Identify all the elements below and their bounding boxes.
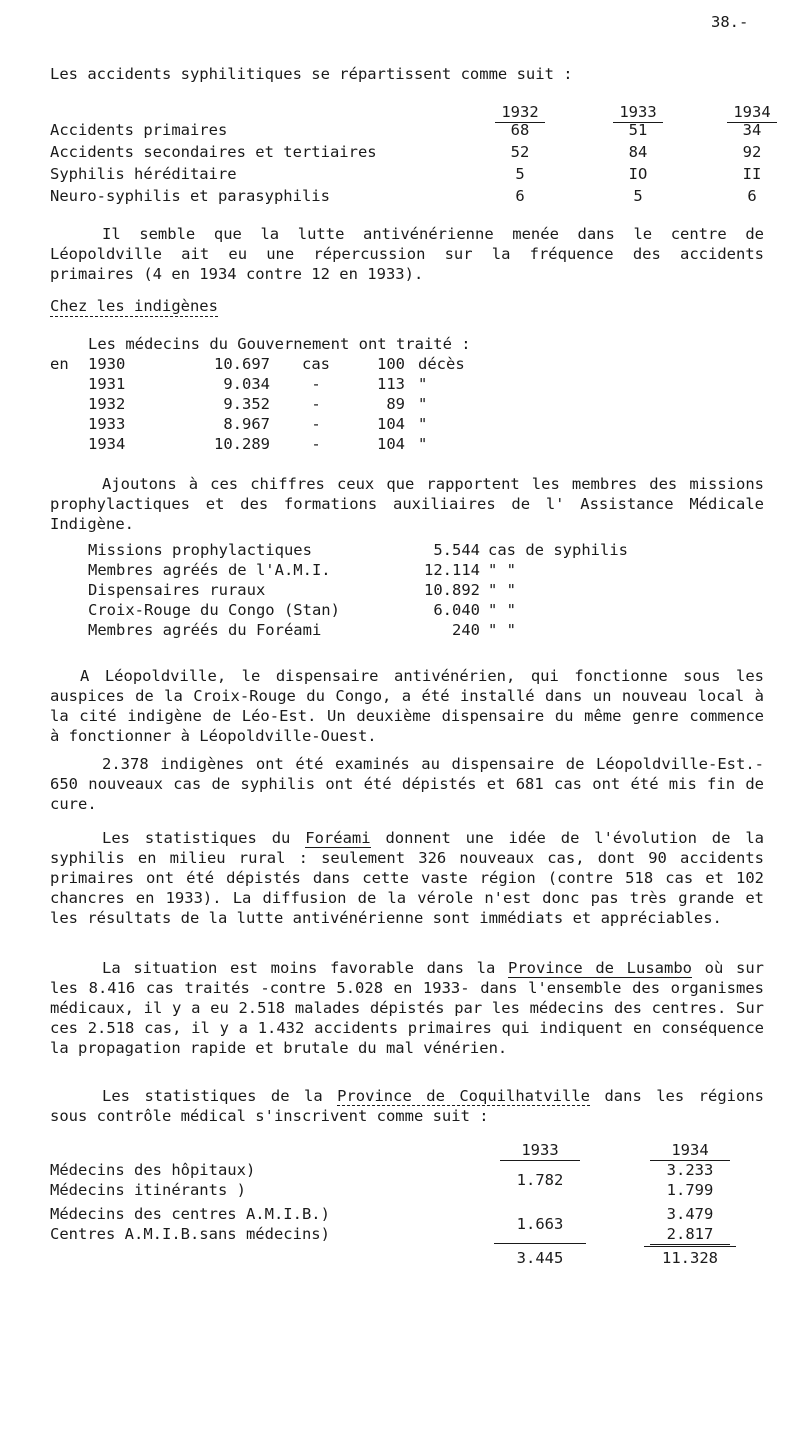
paragraph-coquilhatville-rest: dans les régions sous contrôle médical s'inscrivent comme suit : bbox=[50, 1087, 774, 1125]
table3-label: Dispensaires ruraux bbox=[88, 581, 266, 599]
table2-cases: 10.697 bbox=[214, 355, 270, 373]
table3-text: cas de syphilis bbox=[488, 541, 628, 559]
table1-year-1932: 1932 bbox=[495, 102, 545, 123]
table2-deaths: 113 bbox=[377, 375, 405, 393]
lusambo-underlined: Province de Lusambo bbox=[508, 959, 692, 977]
table-row-label: Accidents primaires bbox=[50, 121, 228, 139]
table3-value: 10.892 bbox=[424, 581, 480, 599]
table-cell: 52 bbox=[510, 143, 530, 161]
paragraph-leopoldville: A Léopoldville, le dispensaire antivénérien, qui fonctionne sous les auspices de la Croix-Rouge du Congo, a été installé dans un nouveau local à la cité indigène de Léo-Est. Un deuxième dispensaire du même genre commence à fonctionner à Léopoldville-Ouest. bbox=[50, 667, 774, 745]
table-row-label: Neuro-syphilis et parasyphilis bbox=[50, 187, 330, 205]
table-cell: 68 bbox=[510, 121, 530, 139]
table4-year-1934: 1934 bbox=[650, 1140, 730, 1161]
paragraph-lusambo bbox=[50, 958, 774, 1058]
paragraph-foreami-start: Les statistiques du bbox=[102, 829, 306, 847]
table3-value: 5.544 bbox=[433, 541, 480, 559]
table3-label: Croix-Rouge du Congo (Stan) bbox=[88, 601, 340, 619]
table4-1934-value: 1.799 bbox=[666, 1181, 714, 1199]
table-cell: 84 bbox=[628, 143, 648, 161]
coquilhatville-underlined: Province de Coquilhatville bbox=[337, 1087, 590, 1105]
table4-label: Médecins des centres A.M.I.B.) bbox=[50, 1205, 330, 1223]
table2-unit: " bbox=[418, 395, 428, 413]
table4-1934-value: 3.479 bbox=[666, 1205, 714, 1223]
table3-text: " " bbox=[488, 581, 516, 599]
table2-cases: 9.352 bbox=[223, 395, 270, 413]
table4-label: Médecins des hôpitaux) bbox=[50, 1161, 256, 1179]
table4-total-1934: 11.328 bbox=[662, 1249, 718, 1267]
table2-year: 1930 bbox=[88, 355, 126, 373]
table4-year-1933: 1933 bbox=[500, 1140, 580, 1161]
foreami-underlined: Foréami bbox=[305, 829, 371, 847]
paragraph-coquilhatville bbox=[50, 1086, 774, 1126]
table3-text: " " bbox=[488, 561, 516, 579]
table4-total-rule-1934 bbox=[644, 1246, 736, 1247]
table4-1934-value: 2.817 bbox=[650, 1224, 730, 1245]
table-cell: 34 bbox=[742, 121, 762, 139]
table2-deaths: 100 bbox=[377, 355, 405, 373]
table-cell: 51 bbox=[628, 121, 648, 139]
table2-cas: - bbox=[311, 435, 321, 453]
table-row-label: Accidents secondaires et tertiaires bbox=[50, 143, 377, 161]
table2-cas: - bbox=[311, 375, 321, 393]
table2-cas: cas bbox=[302, 355, 330, 373]
table-cell: 5 bbox=[515, 165, 525, 183]
table2-deaths: 104 bbox=[377, 435, 405, 453]
table3-value: 240 bbox=[452, 621, 480, 639]
table3-value: 12.114 bbox=[424, 561, 480, 579]
table3-value: 6.040 bbox=[433, 601, 480, 619]
table3-text: " " bbox=[488, 621, 516, 639]
table-row-label: Syphilis héréditaire bbox=[50, 165, 237, 183]
table2-cas: - bbox=[311, 395, 321, 413]
table3-label: Membres agréés du Foréami bbox=[88, 621, 322, 639]
table2-intro: Les médecins du Gouvernement ont traité : bbox=[88, 335, 471, 353]
table4-group2-1933: 1.663 bbox=[516, 1215, 564, 1233]
table3-label: Missions prophylactiques bbox=[88, 541, 312, 559]
table2-year: 1934 bbox=[88, 435, 126, 453]
paragraph-foreami bbox=[50, 828, 774, 928]
table-cell: 5 bbox=[633, 187, 643, 205]
section-heading: Chez les indigènes bbox=[50, 297, 218, 315]
table1-year-1933: 1933 bbox=[613, 102, 663, 123]
table4-total-rule-1933 bbox=[494, 1243, 586, 1244]
table2-en: en bbox=[50, 355, 69, 373]
paragraph-examines: 2.378 indigènes ont été examinés au dispensaire de Léopoldville-Est.- 650 nouveaux cas de syphilis ont été dépistés et 681 cas ont été mis fin de cure. bbox=[50, 755, 774, 813]
paragraph-lutte: Il semble que la lutte antivénérienne menée dans le centre de Léopoldville ait eu une répercussion sur la fréquence des accidents primaires (4 en 1934 contre 12 en 1933). bbox=[50, 225, 774, 283]
table2-unit: décès bbox=[418, 355, 465, 373]
table-cell: 92 bbox=[742, 143, 762, 161]
table4-group1-1933: 1.782 bbox=[516, 1171, 564, 1189]
table2-year: 1931 bbox=[88, 375, 126, 393]
table4-label: Médecins itinérants ) bbox=[50, 1181, 246, 1199]
table1-year-1934: 1934 bbox=[727, 102, 777, 123]
table2-year: 1932 bbox=[88, 395, 126, 413]
table3-text: " " bbox=[488, 601, 516, 619]
table2-unit: " bbox=[418, 415, 428, 433]
table4-label: Centres A.M.I.B.sans médecins) bbox=[50, 1225, 330, 1243]
table-cell: 6 bbox=[515, 187, 525, 205]
table2-deaths: 89 bbox=[386, 395, 405, 413]
paragraph-lusambo-start: La situation est moins favorable dans la bbox=[102, 959, 508, 977]
page-number: 38.- bbox=[711, 13, 749, 31]
table2-deaths: 104 bbox=[377, 415, 405, 433]
table2-year: 1933 bbox=[88, 415, 126, 433]
table4-1934-value: 3.233 bbox=[666, 1161, 714, 1179]
table2-unit: " bbox=[418, 375, 428, 393]
paragraph-lusambo-rest: où sur les 8.416 cas traités -contre 5.028 en 1933- dans l'ensemble des organismes médicaux, il y a eu 2.518 malades dépistés par les médecins des centres. Sur ces 2.518 cas, il y a 1.432 accidents primaires qui indiquent en conséquence la propagation rapide et brutale du mal vénérien. bbox=[50, 959, 774, 1057]
table-cell: 6 bbox=[747, 187, 757, 205]
table2-cases: 10.289 bbox=[214, 435, 270, 453]
paragraph-coquilhatville-start: Les statistiques de la bbox=[102, 1087, 338, 1105]
intro-line: Les accidents syphilitiques se répartissent comme suit : bbox=[50, 65, 573, 83]
table2-cases: 9.034 bbox=[223, 375, 270, 393]
paragraph-foreami-rest: donnent une idée de l'évolution de la syphilis en milieu rural : seulement 326 nouveaux cas, dont 90 accidents primaires ont été dépistés dans cette vaste région (contre 518 cas et 102 chancres en 1933). La diffusion de la vérole n'est donc pas très grande et les résultats de la lutte antivénérienne sont immédiats et appréciables. bbox=[50, 829, 774, 927]
table4-total-1933: 3.445 bbox=[516, 1249, 564, 1267]
table3-label: Membres agréés de l'A.M.I. bbox=[88, 561, 331, 579]
table2-unit: " bbox=[418, 435, 428, 453]
table2-cases: 8.967 bbox=[223, 415, 270, 433]
table2-cas: - bbox=[311, 415, 321, 433]
table-cell: IO bbox=[628, 165, 648, 183]
paragraph-ajoutons: Ajoutons à ces chiffres ceux que rapportent les membres des missions prophylactiques et des formations auxiliaires de l' Assistance Médicale Indigène. bbox=[50, 475, 774, 533]
table-cell: II bbox=[742, 165, 762, 183]
